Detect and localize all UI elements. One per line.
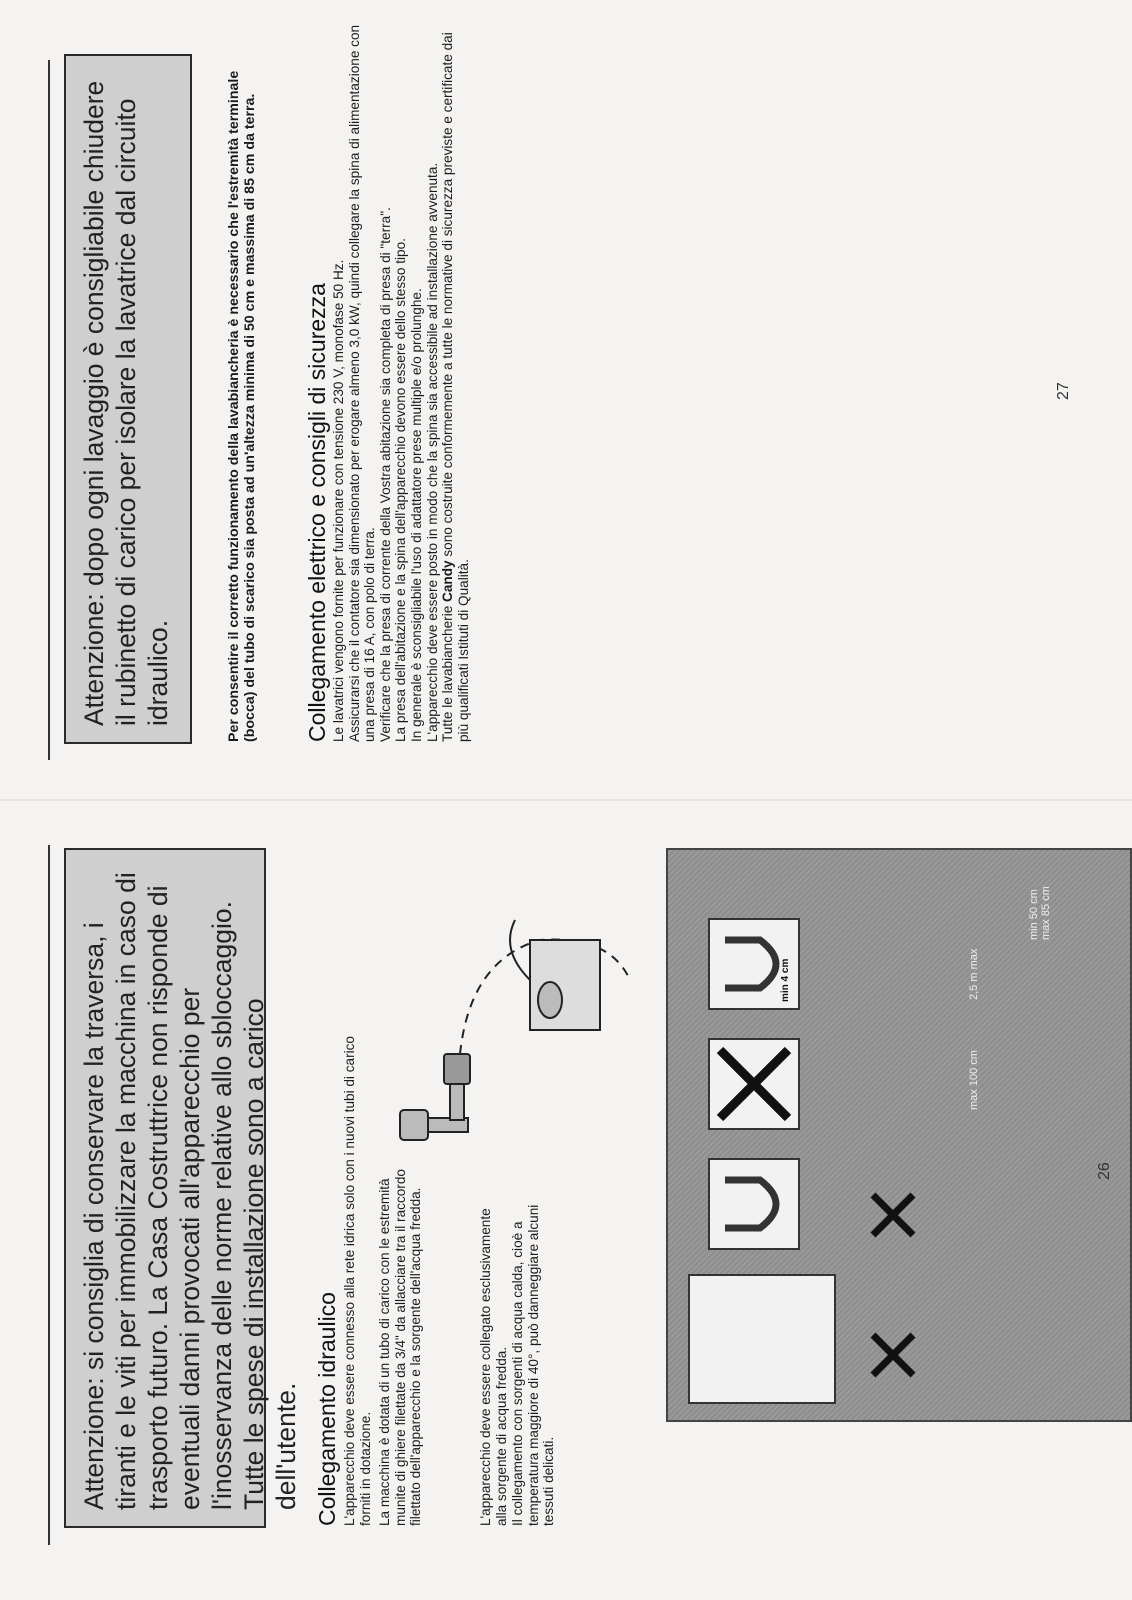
top-rule: [48, 60, 50, 760]
line-accessible: L'apparecchio deve essere posto in modo che la spina sia accessibile ad installazione avvenuta.: [424, 162, 440, 742]
cross-mark-icon: [868, 1330, 918, 1380]
line-adapters: In generale è sconsigliabile l'uso di adattatore prese multiple e/o prolunghe.: [408, 288, 424, 742]
dim-label-max100: max 100 cm: [968, 1050, 980, 1110]
u-bend-card-min: [708, 918, 800, 1010]
u-bend-icon: [710, 1160, 798, 1248]
warning-box-transport: [64, 848, 301, 1528]
cross-mark-icon: [868, 1190, 918, 1240]
installation-illustration: [666, 848, 1132, 1422]
line-certified: [440, 22, 471, 742]
page-26: [0, 800, 1132, 1600]
paragraph-drain-height: Per consentire il corretto funzionamento della lavabiancheria è necessario che l'estremità terminale (bocca) del tubo di scarico sia posta ad un'altezza minima di 50 cm e massima di 85 cm da terra.: [226, 70, 258, 742]
top-rule: [48, 845, 50, 1545]
section-title-hydraulic: Collegamento idraulico: [314, 1292, 340, 1526]
brand-name: Candy: [440, 560, 456, 602]
line-certified-end: sono costruite conformemente a tutte le normative di sicurezza previste e certificate dai più qualificati Istituti di Qualità.: [440, 32, 471, 742]
section-title-electrical: Collegamento elettrico e consigli di sicurezza: [304, 283, 330, 742]
paragraph-hoses: L'apparecchio deve essere connesso alla rete idrica solo con i nuovi tubi di carico forniti in dotazione.: [342, 1036, 373, 1526]
line-earth: Verificare che la presa di corrente della Vostra abitazione sia completa di presa di "terra".: [377, 207, 393, 742]
page-number: 27: [1055, 382, 1072, 400]
dim-label-height: min 50 cm max 85 cm: [1028, 886, 1052, 940]
line-voltage: Le lavatrici vengono fornite per funzionare con tensione 230 V, monofase 50 Hz.: [331, 259, 346, 742]
warning-text: Attenzione: dopo ogni lavaggio è consigliabile chiudere il rubinetto di carico per isolare la lavatrice dal circuito idraulico.: [79, 80, 173, 726]
tap-connection-drawing: [380, 910, 640, 1150]
electrical-paragraph: [331, 22, 471, 742]
warning-text: Attenzione: si consiglia di conservare la traversa, i tiranti e le viti per immobilizzare la macchina in caso di trasporto futuro. La Casa Costruttrice non risponde di eventuali danni provocati all'apparecchio per l'inosservanza delle norme relative allo sbloccaggio. Tutte le spese di installazione sono a carico dell'utente.: [79, 872, 301, 1510]
page-number: 26: [1096, 1162, 1113, 1180]
warning-box-tap: [64, 54, 192, 744]
paragraph-cold-water: L'apparecchio deve essere collegato esclusivamente alla sorgente di acqua fredda.: [478, 1208, 509, 1526]
line-certified-start: Tutte le lavabiancherie: [440, 601, 456, 742]
paragraph-inlet-hose: La macchina è dotata di un tubo di carico con le estremità munite di ghiere filettate da 3/4" da allacciare tra il raccordo filettato dell'apparecchio e la sorgente dell'acqua fredda.: [377, 1169, 424, 1526]
washer-drawing: [688, 1274, 836, 1404]
dim-label-min4: min 4 cm: [780, 958, 791, 1002]
hand-tightening-icon: [510, 920, 600, 1030]
sink-card-wrong: [708, 1038, 800, 1130]
dim-label-max2-5: 2,5 m max: [968, 948, 980, 1000]
page-fold: [0, 799, 1132, 801]
line-same-type: La presa dell'abitazione e la spina dell'apparecchio devono essere dello stesso tipo.: [393, 238, 409, 742]
line-meter: Assicurarsi che il contatore sia dimensionato per erogare almeno 3,0 kW, quindi collegare la spina di alimentazione con una presa di 16 A, con polo di terra.: [346, 24, 378, 742]
cross-mark-icon: [710, 1040, 798, 1128]
hose-nut-icon: [444, 1054, 470, 1084]
water-tap-icon: [400, 1080, 468, 1140]
paragraph-hot-water: Il collegamento con sorgenti di acqua calda, cioè a temperatura maggiore di 40°, può danneggiare alcuni tessuti delicati.: [510, 1204, 557, 1526]
u-bend-card-correct: [708, 1158, 800, 1250]
